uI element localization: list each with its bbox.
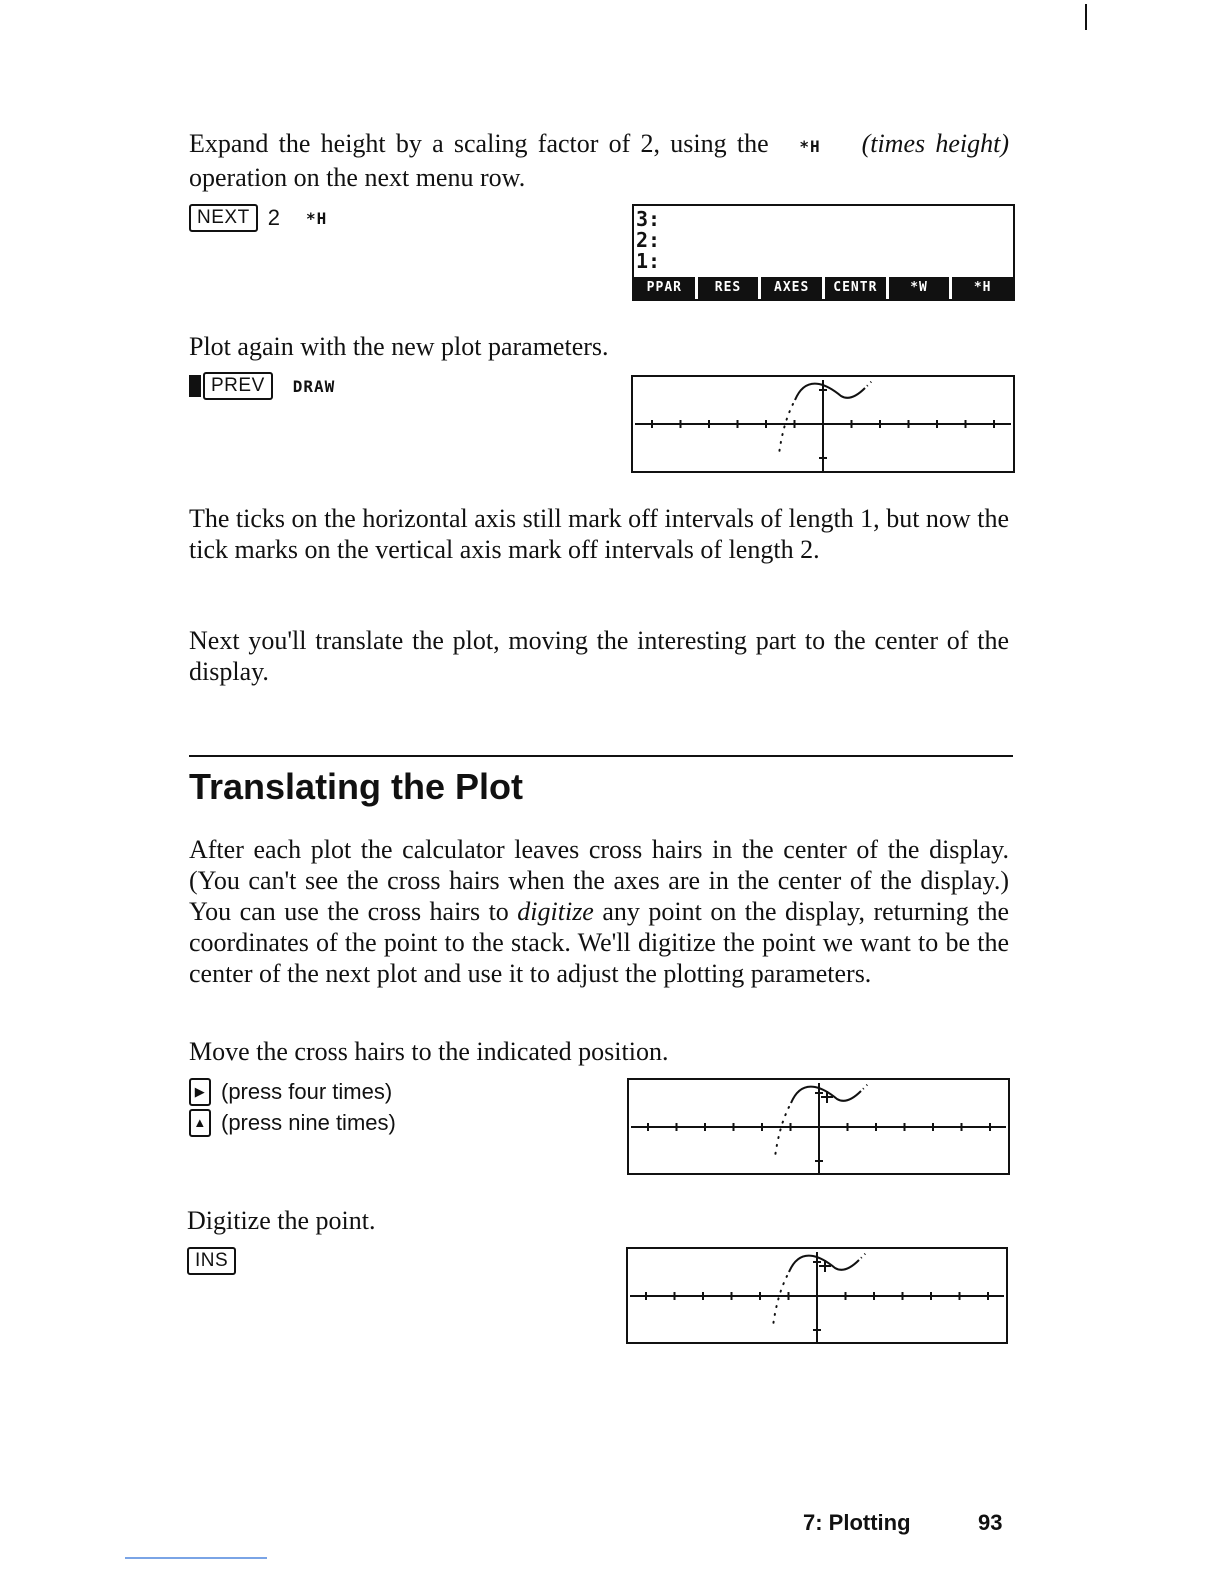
curve-dotted-branch (779, 404, 793, 454)
times-height-op: *H (799, 137, 821, 156)
step2-keys (189, 371, 335, 401)
footer-page-number: 93 (978, 1510, 1003, 1535)
digitize-step (187, 1246, 236, 1276)
menu-key-axes[interactable]: AXES (761, 277, 822, 299)
section-para-a: After each plot the calculator leaves cross hairs in the center of the display. (You can't see the cross hairs when the axes are in the center of the display.) You can use the cross hairs to (189, 835, 1009, 926)
plot-graphic-crosshair (629, 1080, 1008, 1173)
curve-dotted-branch (775, 1107, 789, 1157)
right-press-label: (press four times) (221, 1079, 393, 1104)
plot-display-3 (626, 1247, 1008, 1344)
section-para-b: any point on the display, returning the coordinates of the point to the stack. We'll digitize the point we want to be the center of the next plot and use it to adjust the plotting parameters. (189, 897, 1010, 988)
intro-italic-2: height) (935, 129, 1010, 158)
section-paragraph (189, 834, 1009, 989)
prev-key[interactable]: PREV (203, 372, 273, 400)
move-up-step (189, 1108, 396, 1138)
curve-dotted-branch (773, 1276, 787, 1326)
intro-text-before: Expand the height by a scaling factor of 2, using the (189, 129, 769, 158)
menu-key-times-height[interactable]: *H (952, 277, 1013, 299)
menu-key-res[interactable]: RES (698, 277, 759, 299)
plot-display-2 (627, 1078, 1010, 1175)
function-curve (795, 384, 865, 400)
menu-bar (634, 277, 1013, 299)
menu-key-times-width[interactable]: *W (889, 277, 950, 299)
footer-chapter: 7: Plotting (803, 1510, 911, 1535)
plot-again-text: Plot again with the new plot parameters. (189, 332, 609, 361)
next-key[interactable]: NEXT (189, 204, 258, 232)
next-paragraph: Next you'll translate the plot, moving the interesting part to the center of the display. (189, 626, 1009, 686)
section-rule (189, 755, 1013, 757)
move-text: Move the cross hairs to the indicated position. (189, 1037, 669, 1066)
plot-graphic (633, 377, 1013, 471)
plot-graphic-digitized (628, 1249, 1006, 1342)
section-title: Translating the Plot (189, 766, 524, 807)
ins-key[interactable]: INS (187, 1247, 236, 1275)
menu-key-centr[interactable]: CENTR (825, 277, 886, 299)
scan-line (125, 1557, 267, 1559)
step1-op[interactable]: *H (305, 208, 328, 228)
margin-mark (1085, 4, 1087, 30)
step1-keys (189, 203, 327, 233)
stack-level-3: 3: (636, 207, 661, 231)
intro-paragraph (189, 128, 1009, 193)
step1-number: 2 (267, 205, 280, 230)
curve-dotted-tail (861, 1252, 867, 1258)
move-right-step (189, 1077, 392, 1107)
up-press-label: (press nine times) (221, 1110, 396, 1135)
intro-italic-1: (times (861, 129, 926, 158)
right-arrow-key-icon[interactable]: ▶ (189, 1078, 211, 1106)
curve-dotted-tail (863, 1083, 869, 1089)
digitize-text: Digitize the point. (187, 1206, 376, 1235)
stack-level-1: 1: (636, 249, 661, 273)
stack-level-2: 2: (636, 228, 661, 252)
draw-op[interactable]: DRAW (292, 376, 336, 396)
stack-display (632, 204, 1015, 301)
ticks-paragraph: The ticks on the horizontal axis still mark off intervals of length 1, but now the tick marks on the vertical axis mark off intervals of length 2. (189, 504, 1009, 564)
menu-key-ppar[interactable]: PPAR (634, 277, 695, 299)
left-shift-key-icon[interactable] (189, 375, 201, 397)
plot-display-1 (631, 375, 1015, 473)
intro-text-after: operation on the next menu row. (189, 163, 526, 192)
section-para-italic: digitize (517, 897, 594, 926)
up-arrow-key-icon[interactable]: ▲ (189, 1109, 211, 1137)
curve-dotted-tail (867, 380, 873, 386)
